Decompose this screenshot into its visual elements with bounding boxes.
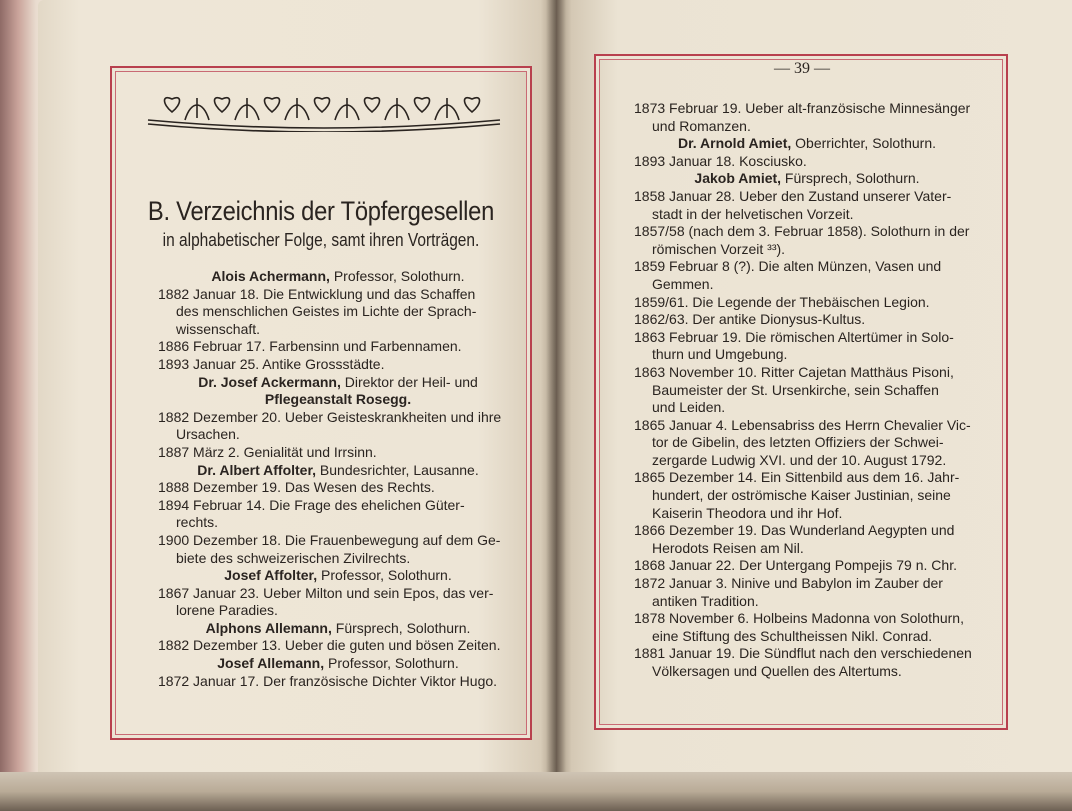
- entry-lecture-continuation: thurn und Umgebung.: [652, 346, 788, 363]
- entry-lecture-line: 1865 Dezember 14. Ein Sittenbild aus dem 16. Jahr-: [634, 469, 960, 486]
- entry-lecture-line: 1863 November 10. Ritter Cajetan Matthäus Pisoni,: [634, 363, 954, 380]
- author-role: Fürsprech, Solothurn.: [781, 170, 920, 187]
- author-name: Josef Affolter,: [224, 567, 318, 584]
- ornament-scroll: [185, 98, 209, 120]
- entry-lecture-line: 1894 Februar 14. Die Frage des ehelichen Güter-: [158, 496, 465, 513]
- entry-lecture-continuation: Baumeister der St. Ursenkirche, sein Schaffen: [652, 381, 939, 398]
- ornament-scroll: [435, 98, 459, 120]
- author-name: Alois Achermann,: [211, 268, 330, 284]
- entry-lecture-continuation: antiken Tradition.: [652, 592, 759, 609]
- ornament-heart: [365, 98, 380, 112]
- entry-lecture-line: 1863 Februar 19. Die römischen Altertümer in Solo-: [634, 328, 954, 345]
- entry-lecture-continuation: biete des schweizerischen Zivilrechts.: [176, 549, 411, 566]
- entry-lecture-line: 1865 Januar 4. Lebensabriss des Herrn Chevalier Vic-: [634, 416, 971, 433]
- author-role: Bundesrichter, Lausanne.: [316, 461, 479, 478]
- ornament-heart: [465, 98, 480, 112]
- author-role: Professor, Solothurn.: [317, 567, 452, 584]
- entry-lecture-continuation: eine Stiftung des Schultheissen Nikl. Conrad.: [652, 627, 933, 644]
- ornament-heart: [315, 98, 330, 112]
- entry-lecture-continuation: zergarde Ludwig XVI. und der 10. August 1792.: [652, 451, 947, 468]
- author-role: Fürsprech, Solothurn.: [331, 619, 471, 636]
- ornament-heart: [415, 98, 430, 112]
- entry-lecture-line: 1888 Dezember 19. Das Wesen des Rechts.: [158, 479, 435, 496]
- author-name: Josef Allemann,: [217, 655, 325, 672]
- book-edge-bottom: [0, 772, 1072, 811]
- ornament-heart: [265, 98, 280, 112]
- entry-author-heading: [158, 655, 518, 673]
- entry-lecture-continuation: Herodots Reisen am Nil.: [652, 539, 804, 556]
- ornament-scroll: [385, 98, 409, 120]
- right-entry-list: [634, 100, 980, 681]
- entry-lecture-line: 1867 Januar 23. Ueber Milton und sein Epos, das ver-: [158, 584, 494, 601]
- entry-lecture-line: 1881 Januar 19. Die Sündflut nach den verschiedenen: [634, 645, 972, 662]
- entry-lecture-continuation: Kaiserin Theodora und ihr Hof.: [652, 504, 843, 521]
- entry-lecture-line: 1872 Januar 17. Der französische Dichter Viktor Hugo.: [158, 672, 498, 689]
- entry-author-heading: [158, 462, 518, 480]
- entry-lecture-line: 1878 November 6. Holbeins Madonna von Solothurn,: [634, 610, 964, 627]
- ornament-heart-border: [146, 90, 502, 132]
- entry-lecture-continuation: tor de Gibelin, des letzten Offiziers der Schwei-: [652, 434, 944, 451]
- entry-lecture-line: 1872 Januar 3. Ninive und Babylon im Zauber der: [634, 575, 943, 592]
- entry-lecture-continuation: römischen Vorzeit ³³).: [652, 240, 786, 257]
- author-name: Alphons Allemann,: [205, 619, 332, 636]
- book-gutter: [546, 0, 566, 790]
- entry-author-heading-cont: Pflegeanstalt Rosegg.: [264, 391, 412, 408]
- ornament-scroll: [335, 98, 359, 120]
- entry-lecture-continuation: und Leiden.: [652, 399, 726, 416]
- entry-lecture-continuation: und Romanzen.: [652, 117, 751, 134]
- ornament-scroll: [285, 98, 309, 120]
- page-number: — 39 —: [774, 60, 830, 77]
- entry-lecture-line: 1862/63. Der antike Dionysus-Kultus.: [634, 311, 866, 328]
- entry-lecture-line: 1857/58 (nach dem 3. Februar 1858). Solothurn in der: [634, 223, 970, 240]
- section-subtitle: in alphabetischer Folge, samt ihren Vorträgen.: [162, 230, 480, 250]
- entry-lecture-continuation: Völkersagen und Quellen des Altertums.: [652, 663, 902, 679]
- entry-lecture-line: 1882 Dezember 13. Ueber die guten und bösen Zeiten.: [158, 637, 501, 654]
- entry-author-heading: [158, 268, 518, 286]
- entry-lecture-line: 1893 Januar 18. Kosciusko.: [634, 152, 807, 169]
- author-role: Direktor der Heil- und: [340, 373, 478, 390]
- entry-lecture-line: 1882 Januar 18. Die Entwicklung und das Schaffen: [158, 285, 476, 302]
- entry-author-heading: [634, 135, 980, 153]
- entry-author-heading: [158, 567, 518, 585]
- entry-lecture-continuation: rechts.: [176, 514, 219, 531]
- author-role: Professor, Solothurn.: [329, 268, 465, 284]
- author-name: Dr. Albert Affolter,: [197, 461, 317, 478]
- entry-lecture-continuation: stadt in der helvetischen Vorzeit.: [652, 205, 854, 222]
- author-name: Dr. Arnold Amiet,: [677, 135, 792, 152]
- entry-lecture-continuation: des menschlichen Geistes im Lichte der Sprach-: [176, 303, 477, 320]
- author-name: Jakob Amiet,: [694, 170, 782, 187]
- entry-lecture-line: 1859/61. Die Legende der Thebäischen Legion.: [634, 293, 930, 310]
- entry-lecture-line: 1873 Februar 19. Ueber alt-französische Minnesänger: [634, 100, 971, 116]
- entry-author-heading: [634, 170, 980, 188]
- entry-lecture-line: 1859 Februar 8 (?). Die alten Münzen, Vasen und: [634, 258, 942, 275]
- entry-lecture-continuation: wissenschaft.: [176, 320, 261, 337]
- author-name: Dr. Josef Ackermann,: [198, 373, 341, 390]
- entry-lecture-continuation: hundert, der oströmische Kaiser Justinian, seine: [652, 487, 951, 504]
- entry-lecture-line: 1900 Dezember 18. Die Frauenbewegung auf dem Ge-: [158, 531, 501, 548]
- entry-lecture-continuation: lorene Paradies.: [176, 602, 278, 619]
- entry-lecture-line: 1886 Februar 17. Farbensinn und Farbennamen.: [158, 338, 462, 355]
- ornament-scroll: [235, 98, 259, 120]
- entry-lecture-line: 1858 Januar 28. Ueber den Zustand unserer Vater-: [634, 187, 952, 204]
- entry-lecture-continuation: Gemmen.: [652, 275, 714, 292]
- author-role: Professor, Solothurn.: [324, 655, 459, 672]
- ornament-heart: [215, 98, 230, 112]
- section-title: B. Verzeichnis der Töpfergesellen: [147, 196, 495, 226]
- entry-lecture-line: 1866 Dezember 19. Das Wunderland Aegypten und: [634, 522, 955, 539]
- entry-lecture-line: 1893 Januar 25. Antike Grossstädte.: [158, 355, 385, 372]
- entry-lecture-continuation: Ursachen.: [176, 426, 240, 443]
- entry-lecture-line: 1887 März 2. Genialität und Irrsinn.: [158, 443, 377, 460]
- entry-lecture-line: 1882 Dezember 20. Ueber Geisteskrankheiten und ihre: [158, 408, 502, 425]
- left-entry-list: [158, 268, 518, 690]
- ornament-heart: [165, 98, 180, 112]
- entry-author-heading: [158, 374, 518, 392]
- entry-lecture-line: 1868 Januar 22. Der Untergang Pompejis 79 n. Chr.: [634, 557, 957, 574]
- page-number-value: 39: [794, 60, 810, 77]
- author-role: Oberrichter, Solothurn.: [791, 135, 937, 152]
- entry-author-heading: [158, 620, 518, 638]
